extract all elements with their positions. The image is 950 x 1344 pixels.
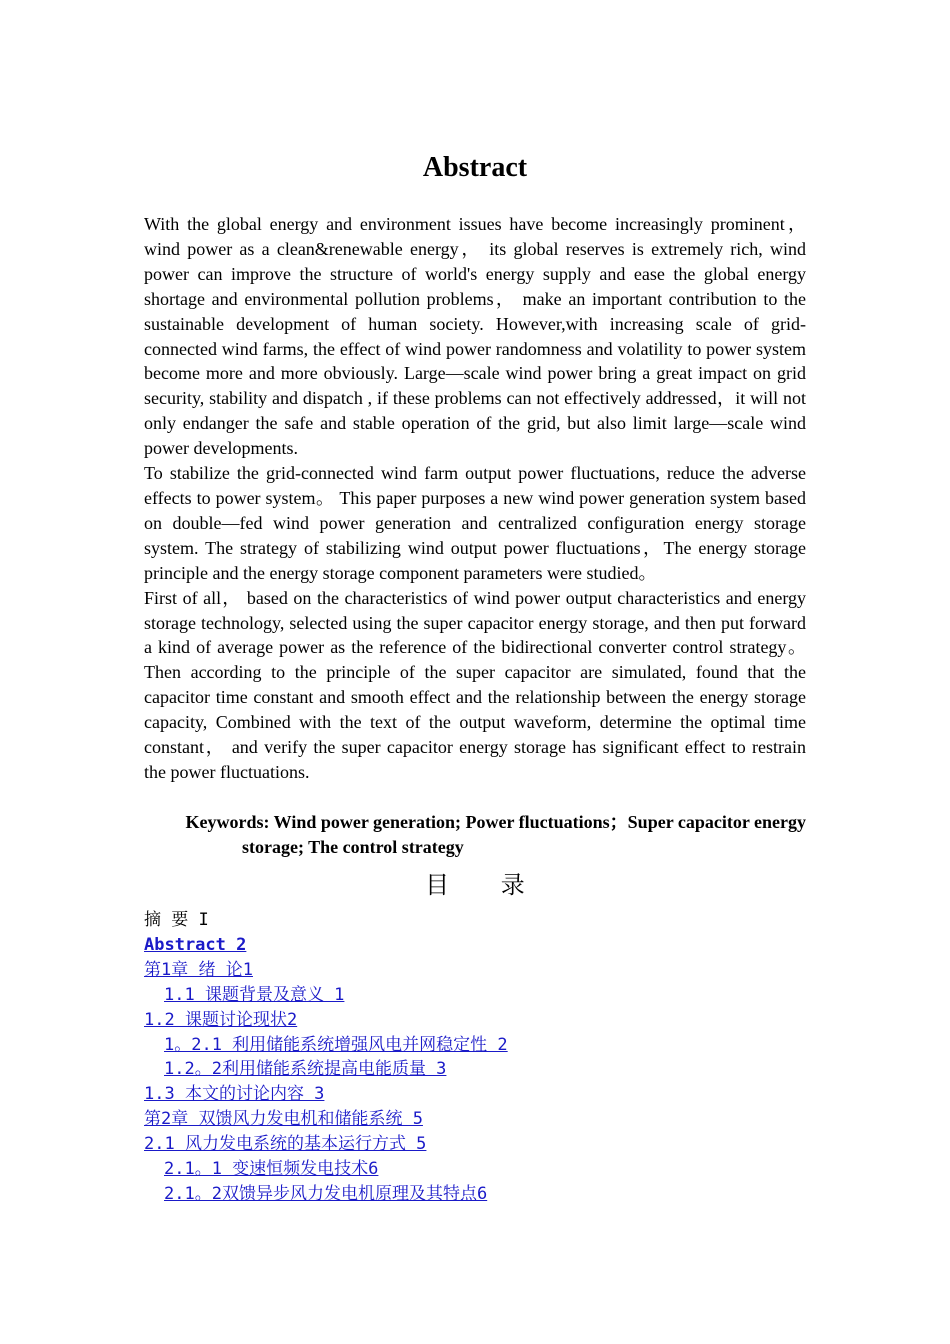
toc-row <box>144 1132 806 1157</box>
abstract-body <box>144 212 806 785</box>
abstract-heading: Abstract <box>422 152 528 183</box>
toc-row <box>144 1008 806 1033</box>
toc-link-1-1[interactable]: 1.1 课题背景及意义 1 <box>164 984 345 1005</box>
toc-row <box>144 933 806 958</box>
toc-link-chapter-2[interactable]: 第2章 双馈风力发电机和储能系统 5 <box>144 1109 423 1130</box>
toc-item-zhaiyao: 摘 要 I <box>144 910 209 930</box>
toc-link-1-2[interactable]: 1.2 课题讨论现状2 <box>144 1009 298 1030</box>
keywords-block <box>144 810 806 860</box>
toc-link-chapter-1[interactable]: 第1章 绪 论1 <box>144 959 253 980</box>
toc-row <box>144 1057 806 1082</box>
abstract-paragraph-1: With the global energy and environment issues have become increasingly prominent， wind power as a clean&renewable energy， its global reserves is extremely rich, wind power can improve the structure of world's energy supply and ease the global energy shortage and environmental pollution problems， make an important contribution to the sustainable development of human society. However,with increasing scale of grid-connected wind farms, the effect of wind power randomness and volatility to power system become more and more obviously. Large—scale wind power bring a great impact on grid security, stability and dispatch , if these problems can not effectively addressed，it will not only endanger the safe and stable operation of the grid, but also limit large—scale wind power developments. <box>144 214 806 459</box>
toc-row <box>144 1082 806 1107</box>
abstract-paragraph-3: First of all， based on the characteristics of wind power output characteristics and energy storage technology, selected using the super capacitor energy storage, and then put forward a kind of average power as the reference of the bidirectional converter control strategy。Then according to the principle of the super capacitor are simulated, found that the capacitor time constant and smooth effect and the relationship between the energy storage capacity, Combined with the text of the output waveform, determine the optimal time constant， and verify the super capacitor energy storage has significant effect to restrain the power fluctuations. <box>144 587 806 782</box>
toc-row <box>144 1107 806 1132</box>
table-of-contents <box>144 908 806 1207</box>
toc-link-2-1-1[interactable]: 2.1。1 变速恒频发电技术6 <box>164 1159 379 1180</box>
keywords-line-2: storage; The control strategy <box>242 836 464 857</box>
toc-link-2-1-2[interactable]: 2.1。2双馈异步风力发电机原理及其特点6 <box>164 1183 488 1204</box>
toc-heading: 目 录 <box>425 871 547 899</box>
toc-link-1-2-2[interactable]: 1.2。2利用储能系统提高电能质量 3 <box>164 1059 447 1080</box>
toc-link-2-1[interactable]: 2.1 风力发电系统的基本运行方式 5 <box>144 1134 427 1155</box>
abstract-paragraph-2: To stabilize the grid-connected wind farm output power fluctuations, reduce the adverse effects to power system。 This paper purposes a new wind power generation system based on double—fed wind power generation and centralized configuration energy storage system. The strategy of stabilizing wind output power fluctuations，The energy storage principle and the energy storage component parameters were studied。 <box>144 463 806 583</box>
keywords-line-1: Keywords: Wind power generation; Power fluctuations；Super capacitor energy <box>185 812 806 832</box>
toc-row <box>144 958 806 983</box>
toc-row <box>144 983 806 1008</box>
toc-link-1-3[interactable]: 1.3 本文的讨论内容 3 <box>144 1084 325 1105</box>
toc-row <box>144 1033 806 1058</box>
toc-link-abstract[interactable]: Abstract 2 <box>144 934 247 955</box>
toc-row <box>144 1182 806 1207</box>
toc-link-1-2-1[interactable]: 1。2.1 利用储能系统增强风电并网稳定性 2 <box>164 1034 508 1055</box>
toc-row <box>144 1157 806 1182</box>
